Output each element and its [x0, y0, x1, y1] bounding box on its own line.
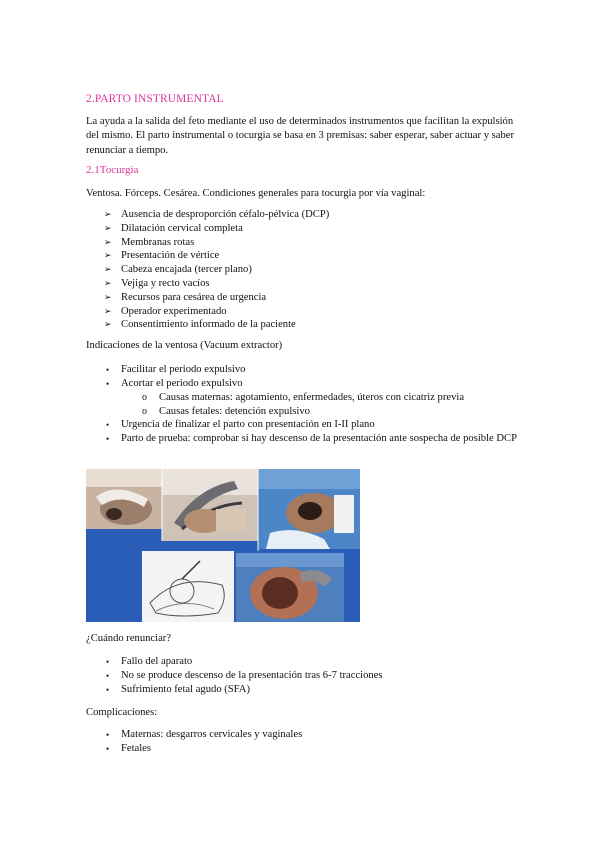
- list-item: ➢ Ausencia de desproporción céfalo-pélvica (DCP): [104, 209, 330, 220]
- bullet-icon: •: [106, 730, 110, 740]
- photo-collage-graphic: [86, 469, 360, 622]
- arrow-bullet-icon: ➢: [104, 277, 112, 288]
- photo-panel-4: [142, 551, 234, 622]
- list-item: ➢ Vejiga y recto vacíos: [104, 277, 210, 289]
- list-item: ➢ Consentimiento informado de la paciente: [104, 319, 296, 331]
- list-item: • Acortar el periodo expulsivo o Causas maternas: agotamiento, enfermedades, úteros con cicatriz previa o Causas fetales: detención expulsivo: [104, 377, 524, 418]
- sub-list: [121, 391, 524, 418]
- circle-bullet-icon: o: [142, 392, 147, 403]
- indications-title: Indicaciones de la ventosa (Vacuum extractor): [86, 340, 283, 351]
- arrow-bullet-icon: ➢: [104, 319, 112, 330]
- subsection-heading: 2.1Tocurgia: [86, 164, 139, 176]
- conditions-list: [104, 208, 329, 332]
- list-item: ➢ Operador experimentado: [104, 305, 227, 317]
- photo-panel-1: [86, 469, 162, 529]
- list-item: • Maternas: desgarros cervicales y vaginales: [106, 729, 303, 740]
- list-item: ➢ Presentación de vértice: [104, 250, 220, 262]
- arrow-bullet-icon: ➢: [104, 250, 112, 261]
- list-item: • Facilitar el periodo expulsivo: [106, 364, 246, 375]
- sub-list-item: o Causas maternas: agotamiento, enfermedades, úteros con cicatriz previa: [142, 392, 465, 403]
- bullet-icon: •: [106, 744, 110, 754]
- complications-list: [104, 728, 302, 756]
- arrow-bullet-icon: ➢: [104, 264, 112, 275]
- bullet-icon: •: [106, 420, 110, 431]
- list-item: • Sufrimiento fetal agudo (SFA): [106, 684, 250, 695]
- bullet-icon: •: [106, 434, 110, 445]
- bullet-icon: •: [106, 379, 110, 389]
- arrow-bullet-icon: ➢: [104, 305, 112, 316]
- circle-bullet-icon: o: [142, 405, 147, 417]
- photo-panel-3: [258, 469, 360, 549]
- bullet-icon: •: [106, 365, 110, 375]
- arrow-bullet-icon: ➢: [104, 236, 112, 247]
- list-item: ➢ Dilatación cervical completa: [104, 222, 243, 234]
- sub-list-item: o Causas fetales: detención expulsivo: [142, 405, 310, 417]
- when-title: ¿Cuándo renunciar?: [86, 633, 172, 644]
- arrow-bullet-icon: ➢: [104, 222, 112, 233]
- list-item: • No se produce descenso de la presentación tras 6-7 tracciones: [106, 670, 383, 681]
- photo-panel-5: [236, 553, 344, 622]
- list-item: • Parto de prueba: comprobar si hay descenso de la presentación ante sospecha de posible DCP: [106, 433, 517, 445]
- vacuum-delivery-photo-collage: [86, 469, 360, 622]
- general-conditions-line: Ventosa. Fórceps. Cesárea. Condiciones generales para tocurgia por vía vaginal:: [86, 188, 426, 199]
- complications-title: Complicaciones:: [86, 707, 158, 718]
- list-item: ➢ Membranas rotas: [104, 236, 195, 248]
- list-item: • Urgencia de finalizar el parto con presentación en I-II plano: [106, 419, 375, 431]
- list-item: • Fallo del aparato: [106, 656, 193, 667]
- list-item: ➢ Cabeza encajada (tercer plano): [104, 264, 252, 276]
- intro-paragraph: La ayuda a la salida del feto mediante el uso de determinados instrumentos que facilitan la expulsión del mismo. El parto instrumental o tocurgia se basa en 3 premisas: saber esperar, saber actuar y saber renunciar a tiempo.: [86, 116, 514, 156]
- bullet-icon: •: [106, 671, 110, 681]
- list-item: ➢ Recursos para cesárea de urgencia: [104, 291, 267, 303]
- arrow-bullet-icon: ➢: [104, 291, 112, 302]
- when-list: [104, 655, 383, 697]
- section-heading: 2.PARTO INSTRUMENTAL: [86, 93, 224, 105]
- bullet-icon: •: [106, 685, 110, 695]
- bullet-icon: •: [106, 657, 110, 667]
- photo-panel-2: [162, 469, 258, 541]
- list-item: • Fetales: [106, 743, 152, 754]
- indications-list: [104, 363, 524, 446]
- arrow-bullet-icon: ➢: [104, 209, 112, 219]
